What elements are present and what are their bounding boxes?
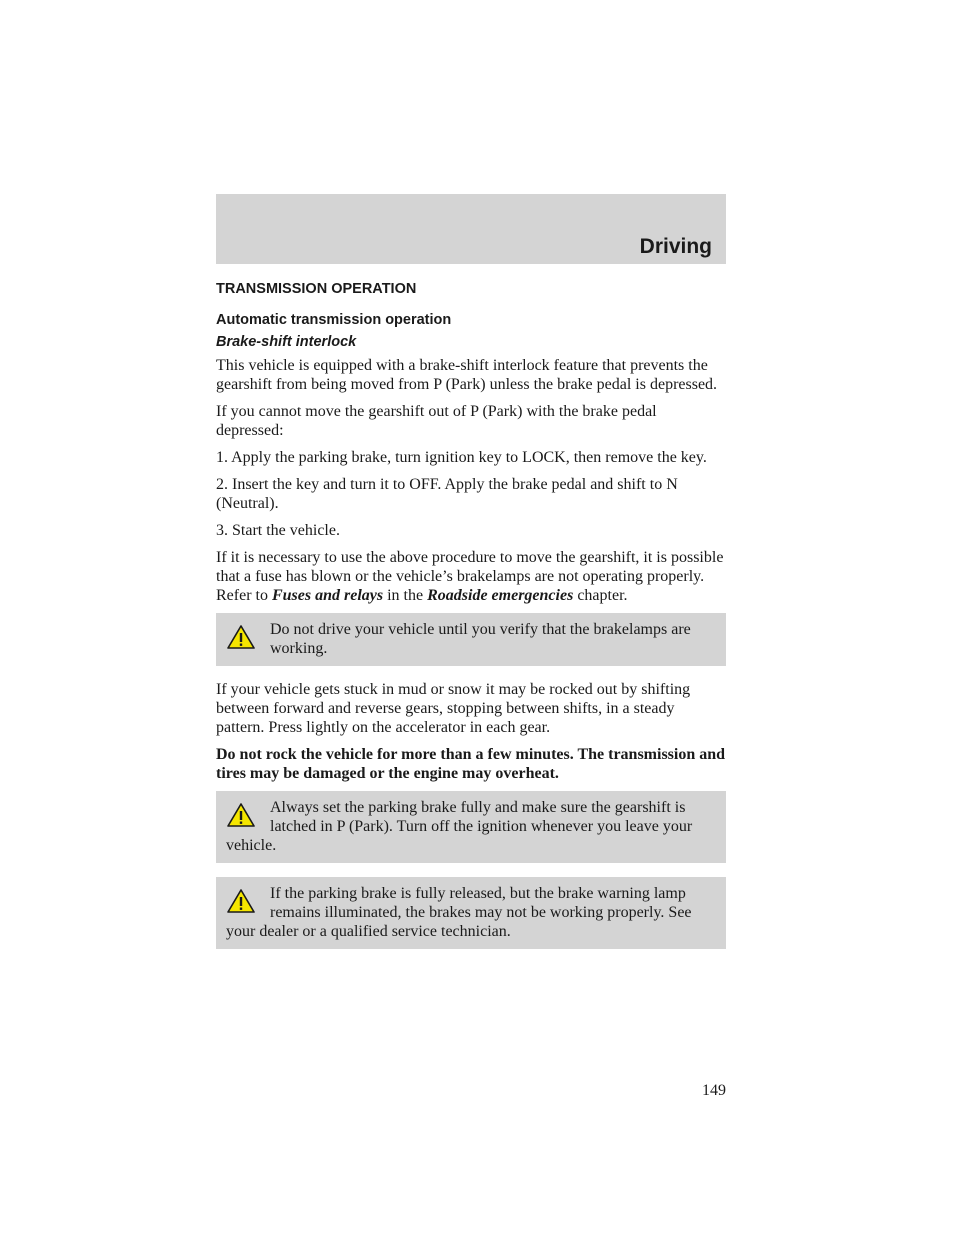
section-heading: TRANSMISSION OPERATION: [216, 281, 417, 297]
warning-text: Always set the parking brake fully and make sure the gearshift is latched in P (Park). Turn off the ignition whenever you leave your vehicle.: [226, 799, 693, 854]
paragraph-stuck-mud: If your vehicle gets stuck in mud or snow it may be rocked out by shifting between forward and reverse gears, stopping between shifts, in a steady pattern. Press lightly on the accelerator in each gear.: [216, 681, 691, 736]
warning-triangle-icon: [226, 888, 256, 914]
paragraph-interlock-intro: This vehicle is equipped with a brake-shift interlock feature that prevents the gearshift from being moved from P (Park) unless the brake pedal is depressed.: [216, 357, 718, 393]
step-2: 2. Insert the key and turn it to OFF. Apply the brake pedal and shift to N (Neutral).: [216, 476, 678, 512]
warning-text: If the parking brake is fully released, but the brake warning lamp remains illuminated, the brakes may not be working properly. See your dealer or a qualified service technician.: [226, 885, 692, 940]
warning-text: Do not drive your vehicle until you verify that the brakelamps are working.: [270, 621, 691, 657]
fuse-note-mid: in the: [383, 587, 428, 604]
warning-triangle-icon: [226, 802, 256, 828]
fuse-note-start: If it is necessary to use the above procedure to move the gearshift, it is possible that a fuse has blown or the vehicle’s brakelamps are not operating properly. Refer to: [216, 549, 724, 604]
roadside-emergencies-ref: Roadside emergencies: [427, 587, 574, 604]
chapter-header: [216, 194, 726, 264]
paragraph-cannot-move: If you cannot move the gearshift out of P (Park) with the brake pedal depressed:: [216, 403, 657, 439]
step-1: 1. Apply the parking brake, turn ignition key to LOCK, then remove the key.: [216, 449, 707, 466]
paragraph-rock-caution: Do not rock the vehicle for more than a few minutes. The transmission and tires may be damaged or the engine may overheat.: [216, 746, 726, 782]
warning-triangle-icon: [226, 624, 256, 650]
paragraph-fuse-note: [216, 548, 726, 605]
fuse-note-end: chapter.: [573, 587, 628, 604]
warning-box-brake-lamp: [216, 877, 726, 949]
page-number: 149: [702, 1082, 726, 1099]
subsection-heading: Automatic transmission operation: [216, 312, 452, 328]
warning-box-parking-brake: [216, 791, 726, 863]
page-content: [216, 280, 726, 963]
warning-box-brakelamps: [216, 613, 726, 666]
step-3: 3. Start the vehicle.: [216, 522, 340, 539]
topic-heading: Brake-shift interlock: [216, 334, 357, 350]
chapter-title: Driving: [639, 235, 712, 258]
fuses-relays-ref: Fuses and relays: [271, 587, 384, 604]
